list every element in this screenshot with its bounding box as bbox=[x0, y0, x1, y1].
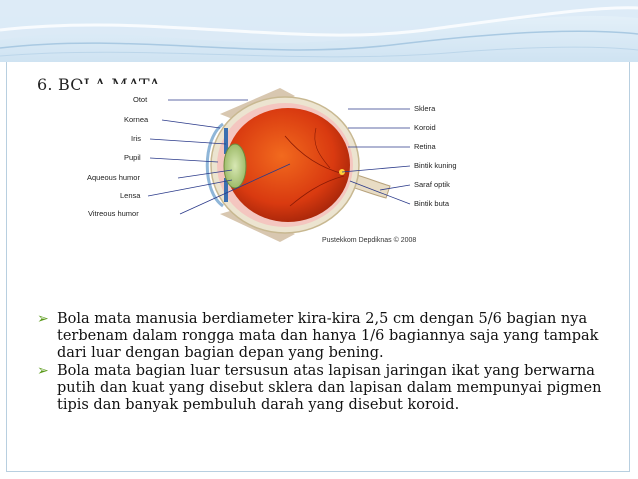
label-aqueous-humor: Aqueous humor bbox=[87, 173, 140, 182]
arrow-bullet-icon: ➢ bbox=[37, 363, 49, 379]
label-otot: Otot bbox=[133, 95, 148, 104]
label-koroid: Koroid bbox=[414, 123, 436, 132]
bullet-text: Bola mata bagian luar tersusun atas lapisan jaringan ikat yang berwarna putih dan kuat yang disebut sklera dan lapisan dalam mempunyai pigmen tipis dan banyak pembuluh darah yang disebut koroid. bbox=[57, 363, 602, 413]
label-iris: Iris bbox=[131, 134, 141, 143]
bullet-item bbox=[37, 311, 607, 362]
arrow-bullet-icon: ➢ bbox=[37, 311, 49, 327]
slide-title: 6. BOLA MATA bbox=[37, 75, 161, 94]
label-vitreous-humor: Vitreous humor bbox=[88, 209, 139, 218]
label-bintik-buta: Bintik buta bbox=[414, 199, 450, 208]
lens bbox=[224, 144, 246, 188]
label-retina: Retina bbox=[414, 142, 436, 151]
label-pupil: Pupil bbox=[124, 153, 141, 162]
bullet-list bbox=[37, 311, 607, 415]
label-kornea: Kornea bbox=[124, 115, 149, 124]
bullet-item bbox=[37, 363, 607, 414]
figure-credit: Pustekkom Depdiknas © 2008 bbox=[322, 237, 417, 244]
label-lensa: Lensa bbox=[120, 191, 141, 200]
bullet-text: Bola mata manusia berdiameter kira-kira 2,5 cm dengan 5/6 bagian nya terbenam dalam rongga mata dan hanya 1/6 bagiannya saja yang tampak dari luar dengan bagian depan yang bening. bbox=[57, 311, 599, 361]
label-saraf-optik: Saraf optik bbox=[414, 180, 450, 189]
label-bintik-kuning: Bintik kuning bbox=[414, 161, 457, 170]
label-sklera: Sklera bbox=[414, 104, 436, 113]
wave-banner bbox=[0, 0, 638, 62]
eye-diagram bbox=[80, 84, 464, 248]
